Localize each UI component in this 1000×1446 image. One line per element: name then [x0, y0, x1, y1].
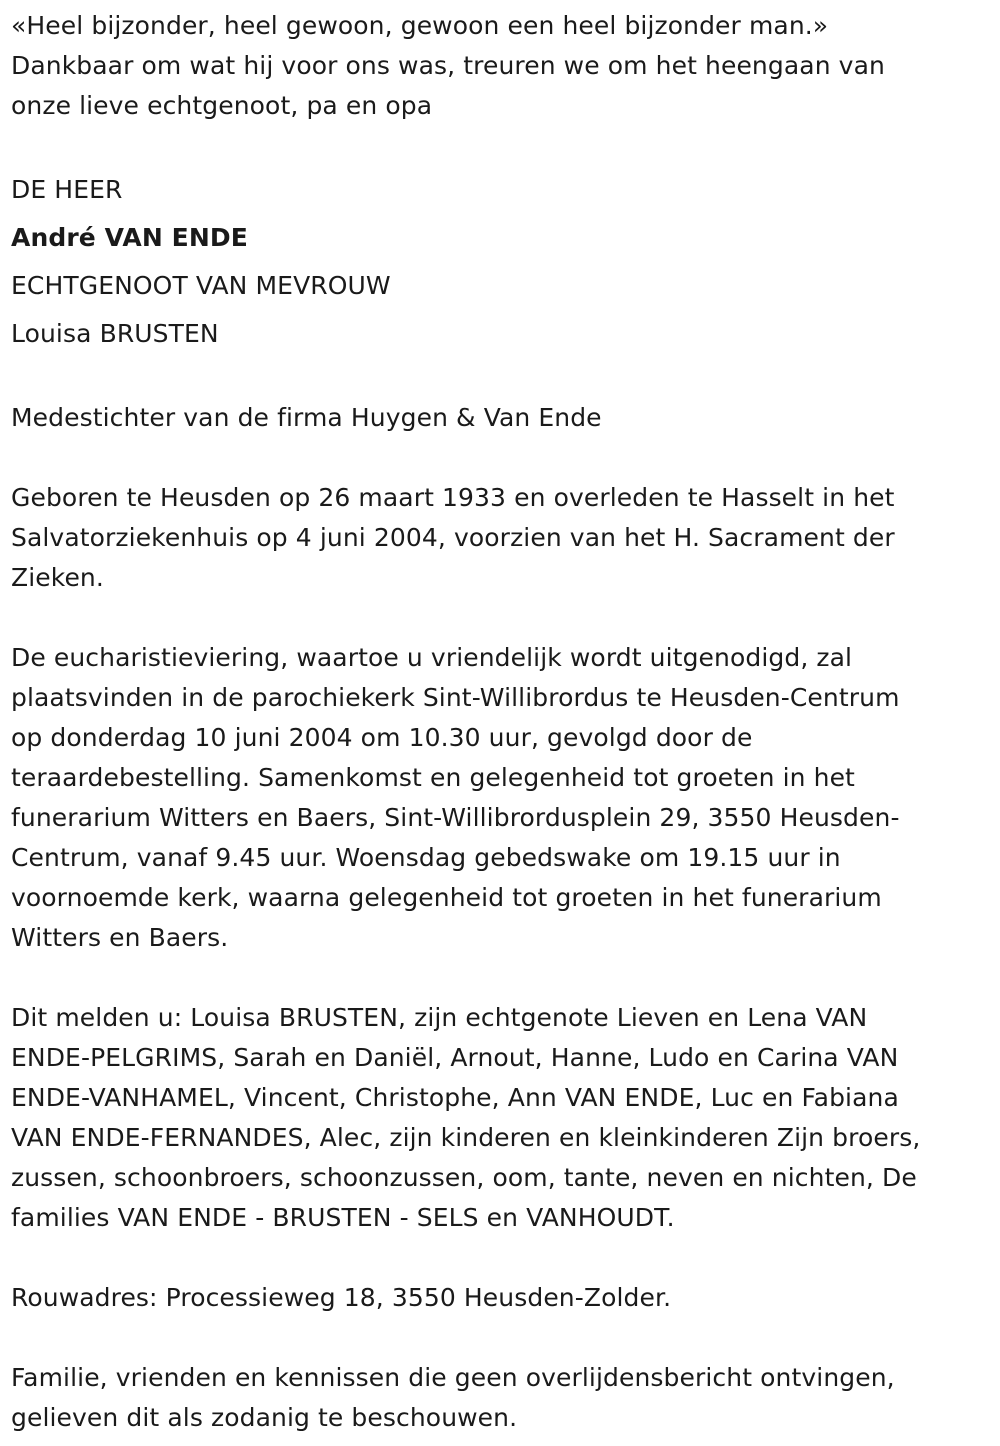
spouse-name: Louisa BRUSTEN: [11, 319, 219, 348]
honorific-title: DE HEER: [11, 175, 123, 204]
ceremony-line: De eucharistieviering, waartoe u vriendelijk wordt uitgenodigd, zal: [11, 643, 853, 672]
ceremony-line: voornoemde kerk, waarna gelegenheid tot groeten in het funerarium: [11, 883, 882, 912]
birth-line: Geboren te Heusden op 26 maart 1933 en overleden te Hasselt in het: [11, 483, 895, 512]
intro-line: onze lieve echtgenoot, pa en opa: [11, 91, 433, 120]
deceased-name: André VAN ENDE: [11, 223, 248, 252]
ceremony-line: Witters en Baers.: [11, 923, 229, 952]
spouse-label: ECHTGENOOT VAN MEVROUW: [11, 271, 391, 300]
closing-line: Familie, vrienden en kennissen die geen overlijdensbericht ontvingen,: [11, 1363, 895, 1392]
birth-line: Salvatorziekenhuis op 4 juni 2004, voorzien van het H. Sacrament der: [11, 523, 895, 552]
birth-death-paragraph: [11, 478, 996, 598]
family-line: Dit melden u: Louisa BRUSTEN, zijn echtgenote Lieven en Lena VAN: [11, 1003, 868, 1032]
ceremony-line: plaatsvinden in de parochiekerk Sint-Willibrordus te Heusden-Centrum: [11, 683, 900, 712]
family-line: families VAN ENDE - BRUSTEN - SELS en VANHOUDT.: [11, 1203, 675, 1232]
intro-line: Dankbaar om wat hij voor ons was, treuren we om het heengaan van: [11, 51, 885, 80]
ceremony-line: op donderdag 10 juni 2004 om 10.30 uur, gevolgd door de: [11, 723, 753, 752]
obituary-document: [11, 6, 996, 1438]
closing-line: gelieven dit als zodanig te beschouwen.: [11, 1403, 518, 1432]
ceremony-line: Centrum, vanaf 9.45 uur. Woensdag gebedswake om 19.15 uur in: [11, 843, 841, 872]
opening-paragraph: [11, 6, 996, 126]
mourning-address: Rouwadres: Processieweg 18, 3550 Heusden-Zolder.: [11, 1283, 672, 1312]
family-line: ENDE-VANHAMEL, Vincent, Christophe, Ann VAN ENDE, Luc en Fabiana: [11, 1083, 899, 1112]
family-line: ENDE-PELGRIMS, Sarah en Daniël, Arnout, Hanne, Ludo en Carina VAN: [11, 1043, 899, 1072]
ceremony-paragraph: [11, 638, 996, 958]
family-line: VAN ENDE-FERNANDES, Alec, zijn kinderen en kleinkinderen Zijn broers,: [11, 1123, 921, 1152]
quote-line: «Heel bijzonder, heel gewoon, gewoon een heel bijzonder man.»: [11, 11, 829, 40]
role-line: Medestichter van de firma Huygen & Van Ende: [11, 403, 602, 432]
name-block: [11, 166, 996, 358]
address-paragraph: [11, 1278, 996, 1318]
ceremony-line: teraardebestelling. Samenkomst en gelegenheid tot groeten in het: [11, 763, 855, 792]
family-paragraph: [11, 998, 996, 1238]
ceremony-line: funerarium Witters en Baers, Sint-Willibrordusplein 29, 3550 Heusden-: [11, 803, 900, 832]
family-line: zussen, schoonbroers, schoonzussen, oom, tante, neven en nichten, De: [11, 1163, 917, 1192]
closing-paragraph: [11, 1358, 996, 1438]
role-paragraph: [11, 398, 996, 438]
birth-line: Zieken.: [11, 563, 104, 592]
